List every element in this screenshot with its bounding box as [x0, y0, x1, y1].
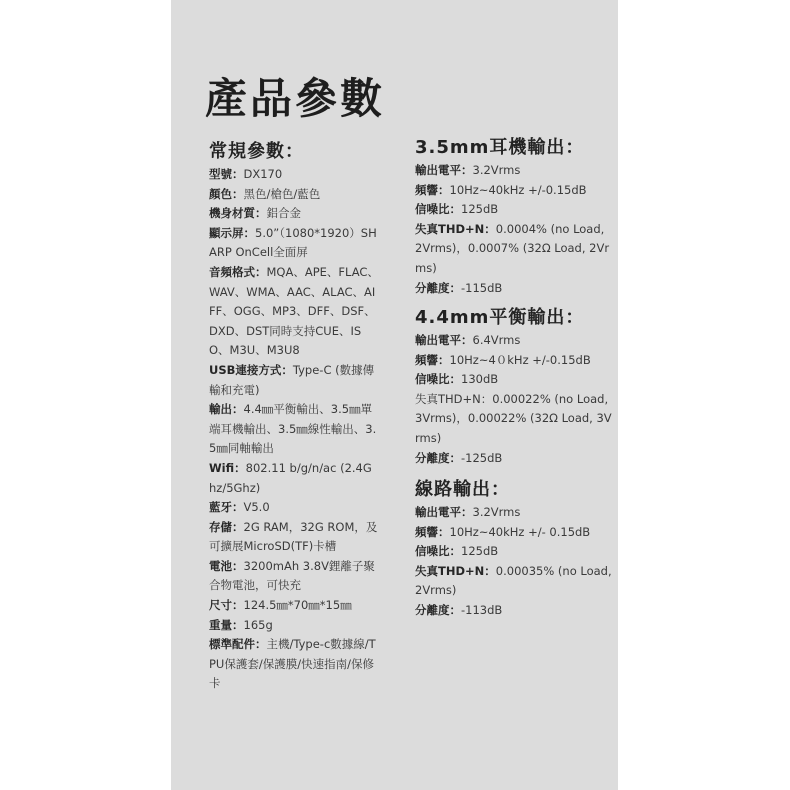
spec-row [415, 449, 615, 469]
spec-row [415, 181, 615, 201]
general-specs-section [209, 140, 379, 694]
spec-label: 信噪比： [415, 202, 461, 217]
out44-list [415, 331, 615, 468]
spec-label: 信噪比： [415, 372, 461, 387]
spec-row [415, 331, 615, 351]
spec-row [209, 361, 379, 400]
spec-row [209, 224, 379, 263]
spec-label: 分離度： [415, 450, 461, 465]
spec-row [209, 518, 379, 557]
spec-row [415, 220, 615, 279]
spec-row [209, 204, 379, 224]
spec-row [415, 200, 615, 220]
spec-row [415, 390, 615, 449]
spec-label: 尺寸： [209, 598, 244, 613]
spec-label: 失真THD+N： [415, 221, 496, 236]
out35-list [415, 161, 615, 298]
spec-row [209, 165, 379, 185]
general-specs-list [209, 165, 379, 694]
spec-label: 顯示屏： [209, 225, 255, 240]
spec-label: 信噪比： [415, 544, 461, 559]
spec-value: Type-C (數據傳輸和充電) [209, 362, 375, 397]
spec-row [209, 263, 379, 361]
spec-row [415, 503, 615, 523]
spec-value: 165g [243, 617, 273, 632]
spec-label: 藍牙： [209, 500, 244, 515]
spec-value: 主機/Type-c數據線/TPU保護套/保護膜/快速指南/保修卡 [209, 637, 376, 691]
spec-value: 125dB [461, 202, 499, 217]
spec-label: 頻響： [415, 352, 450, 367]
spec-value: 10Hz~40kHz +/-0.15dB [449, 182, 587, 197]
spec-value: 6.4Vrms [472, 333, 521, 347]
spec-label: 輸出： [209, 402, 244, 417]
spec-value: MQA、APE、FLAC、WAV、WMA、AAC、ALAC、AIFF、OGG、MP3、DFF、DSF、DXD、DST同時支持CUE、ISO、M3U、M3U8 [209, 264, 379, 358]
spec-label: 頻響： [415, 182, 450, 197]
spec-label: 頻響： [415, 524, 450, 539]
spec-label: 輸出電平： [415, 505, 473, 519]
spec-value: 0.00035% (no Load, 2Vrms) [415, 563, 612, 598]
spec-label: Wifi： [209, 460, 246, 475]
spec-value: V5.0 [243, 500, 270, 515]
spec-row [415, 601, 615, 621]
spec-value: 0.0004% (no Load, 2Vrms)，0.0007% (32Ω Load, 2Vrms) [415, 221, 610, 275]
spec-row [209, 498, 379, 518]
spec-label: 電池： [209, 558, 244, 573]
line-out-heading: 線路輸出： [415, 479, 510, 500]
spec-label: 失真THD+N： [415, 563, 496, 578]
spec-value: 3200mAh 3.8V鋰離子聚合物電池，可快充 [209, 558, 375, 593]
spec-row [209, 459, 379, 498]
spec-row [415, 279, 615, 299]
general-specs-heading: 常規參數： [209, 141, 304, 162]
out35-section [415, 136, 615, 298]
spec-row [209, 557, 379, 596]
spec-value: 3.2Vrms [472, 163, 521, 177]
spec-row [415, 542, 615, 562]
line-out-list [415, 503, 615, 621]
spec-label: 分離度： [415, 602, 461, 617]
spec-row [209, 596, 379, 616]
spec-row [209, 635, 379, 694]
spec-row [415, 351, 615, 371]
spec-label: 重量： [209, 617, 244, 632]
spec-value: 10Hz~4０kHz +/-0.15dB [449, 352, 591, 367]
spec-label: 型號： [209, 167, 244, 181]
spec-value: -125dB [461, 450, 503, 465]
spec-value: 125dB [461, 544, 499, 559]
spec-value: 3.2Vrms [472, 505, 521, 519]
spec-value: 10Hz~40kHz +/- 0.15dB [449, 524, 591, 539]
spec-value: 2G RAM，32G ROM，及可擴展MicroSD(TF)卡槽 [209, 519, 378, 554]
spec-label: 標準配件： [209, 637, 267, 652]
out44-heading: 4.4mm平衡輸出： [415, 307, 585, 328]
spec-value: 802.11 b/g/n/ac (2.4Ghz/5Ghz) [209, 460, 372, 495]
spec-label: 音頻格式： [209, 264, 267, 279]
spec-value: 124.5㎜*70㎜*15㎜ [243, 598, 352, 613]
spec-label: 輸出電平： [415, 333, 473, 347]
spec-row [209, 616, 379, 636]
spec-value: 5.0”（1080*1920）SHARP OnCell全面屏 [209, 225, 377, 260]
spec-value: DX170 [243, 167, 283, 181]
out35-heading: 3.5mm耳機輸出： [415, 137, 585, 158]
spec-row [415, 523, 615, 543]
spec-value: 130dB [461, 372, 499, 387]
spec-label: 顏色： [209, 186, 244, 201]
spec-value: 鋁合金 [266, 206, 301, 221]
spec-value: -115dB [461, 280, 503, 295]
spec-value: 失真THD+N：0.00022% (no Load, 3Vrms)，0.00022% (32Ω Load, 3Vrms) [415, 391, 612, 445]
spec-row [209, 185, 379, 205]
out44-section [415, 306, 615, 468]
spec-value: 4.4㎜平衡輸出、3.5㎜單端耳機輸出、3.5㎜線性輸出、3.5㎜同軸輸出 [209, 402, 377, 456]
spec-row [415, 370, 615, 390]
spec-label: 分離度： [415, 280, 461, 295]
line-out-section [415, 478, 615, 621]
spec-label: 機身材質： [209, 206, 267, 221]
spec-label: USB連接方式： [209, 362, 293, 377]
spec-label: 輸出電平： [415, 163, 473, 177]
spec-value: -113dB [461, 602, 503, 617]
page-title: 產品參數 [205, 74, 386, 123]
spec-row [415, 161, 615, 181]
spec-row [415, 562, 615, 601]
spec-label: 存儲： [209, 519, 244, 534]
spec-row [209, 400, 379, 459]
spec-panel [171, 0, 618, 790]
spec-value: 黑色/槍色/藍色 [243, 186, 321, 201]
